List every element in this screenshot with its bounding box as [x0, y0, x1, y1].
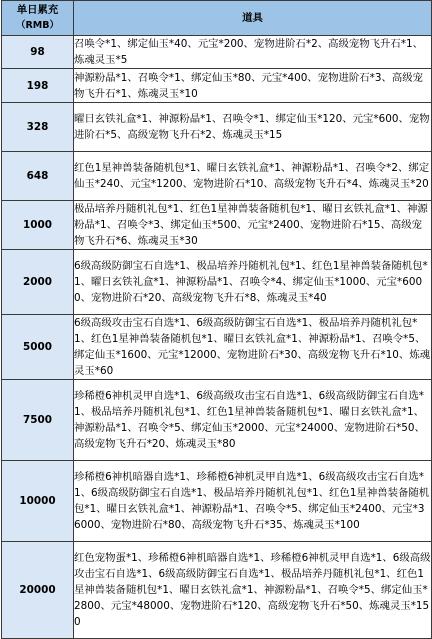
- daily-recharge-reward-table: [1, 0, 432, 639]
- reward-items-cell: 极品培养丹随机礼包*1、红色1星神兽装备随机包*1、曜日玄铁礼盒*1、神源粉晶*1、召唤令*3、绑定仙玉*500、元宝*2400、宠物进阶石*15、高级宠物飞升石*6、炼魂灵玉*30: [74, 201, 432, 250]
- table-row: [2, 69, 432, 103]
- table-header-row: [2, 1, 432, 36]
- reward-items-cell: 召唤令*1、绑定仙玉*40、元宝*200、宠物进阶石*2、高级宠物飞升石*1、炼魂灵玉*5: [74, 36, 432, 69]
- recharge-amount-cell: 648: [2, 152, 74, 201]
- recharge-amount-cell: 98: [2, 36, 74, 69]
- reward-items-cell: 6级高级防御宝石自选*1、极品培养丹随机礼包*1、红色1星神兽装备随机包*1、曜日玄铁礼盒*1、神源粉晶*1、召唤令*4、绑定仙玉*1000、元宝*6000、宠物进阶石*20、高级宠物飞升石*8、炼魂灵玉*40: [74, 250, 432, 315]
- reward-items-cell: 曜日玄铁礼盒*1、神源粉晶*1、召唤令*1、绑定仙玉*120、元宝*600、宠物进阶石*5、高级宠物飞升石*2、炼魂灵玉*15: [74, 103, 432, 152]
- recharge-amount-cell: 2000: [2, 250, 74, 315]
- table-row: [2, 542, 432, 639]
- recharge-amount-cell: 10000: [2, 461, 74, 542]
- reward-items-cell: 珍稀橙6神机灵甲自选*1、6级高级攻击宝石自选*1、6级高级防御宝石自选*1、极品培养丹随机礼包*1、红色1星神兽装备随机包*1、曜日玄铁礼盒*1、神源粉晶*1、召唤令*5、绑定仙玉*2000、元宝*24000、宠物进阶石*50、高级宠物飞升石*20、炼魂灵玉*80: [74, 380, 432, 461]
- recharge-amount-cell: 20000: [2, 542, 74, 639]
- reward-items-cell: 红色1星神兽装备随机包*1、曜日玄铁礼盒*1、神源粉晶*1、召唤令*2、绑定仙玉*240、元宝*1200、宠物进阶石*10、高级宠物飞升石*4、炼魂灵玉*20: [74, 152, 432, 201]
- table-row: [2, 315, 432, 380]
- recharge-amount-cell: 5000: [2, 315, 74, 380]
- reward-items-cell: 神源粉晶*1、召唤令*1、绑定仙玉*80、元宝*400、宠物进阶石*3、高级宠物飞升石*1、炼魂灵玉*10: [74, 69, 432, 103]
- table-row: [2, 152, 432, 201]
- table-row: [2, 36, 432, 69]
- table-row: [2, 380, 432, 461]
- table-row: [2, 201, 432, 250]
- table-row: [2, 103, 432, 152]
- reward-items-cell: 珍稀橙6神机暗器自选*1、珍稀橙6神机灵甲自选*1、6级高级攻击宝石自选*1、6级高级防御宝石自选*1、极品培养丹随机礼包*1、红色1星神兽装备随机包*1、曜日玄铁礼盒*1、神源粉晶*1、召唤令*5、绑定仙玉*2400、元宝*36000、宠物进阶石*80、高级宠物飞升石*35、炼魂灵玉*100: [74, 461, 432, 542]
- recharge-amount-cell: 198: [2, 69, 74, 103]
- recharge-amount-cell: 328: [2, 103, 74, 152]
- table-row: [2, 250, 432, 315]
- recharge-amount-cell: 1000: [2, 201, 74, 250]
- amount-column-header: [2, 1, 74, 36]
- recharge-amount-cell: 7500: [2, 380, 74, 461]
- items-column-header: 道具: [74, 1, 432, 36]
- reward-items-cell: 6级高级攻击宝石自选*1、6级高级防御宝石自选*1、极品培养丹随机礼包*1、红色1星神兽装备随机包*1、曜日玄铁礼盒*1、神源粉晶*1、召唤令*5、绑定仙玉*1600、元宝*12000、宠物进阶石*30、高级宠物飞升石*10、炼魂灵玉*60: [74, 315, 432, 380]
- amount-header-title: 单日累充: [16, 4, 59, 16]
- table-row: [2, 461, 432, 542]
- reward-items-cell: 红色宠物蛋*1、珍稀橙6神机暗器自选*1、珍稀橙6神机灵甲自选*1、6级高级攻击宝石自选*1、6级高级防御宝石自选*1、极品培养丹随机礼包*1、红色1星神兽装备随机包*1、曜日玄铁礼盒*1、神源粉晶*1、召唤令*5、绑定仙玉*2800、元宝*48000、宠物进阶石*120、高级宠物飞升石*50、炼魂灵玉*150: [74, 542, 432, 639]
- amount-header-unit: （RMB）: [15, 20, 59, 31]
